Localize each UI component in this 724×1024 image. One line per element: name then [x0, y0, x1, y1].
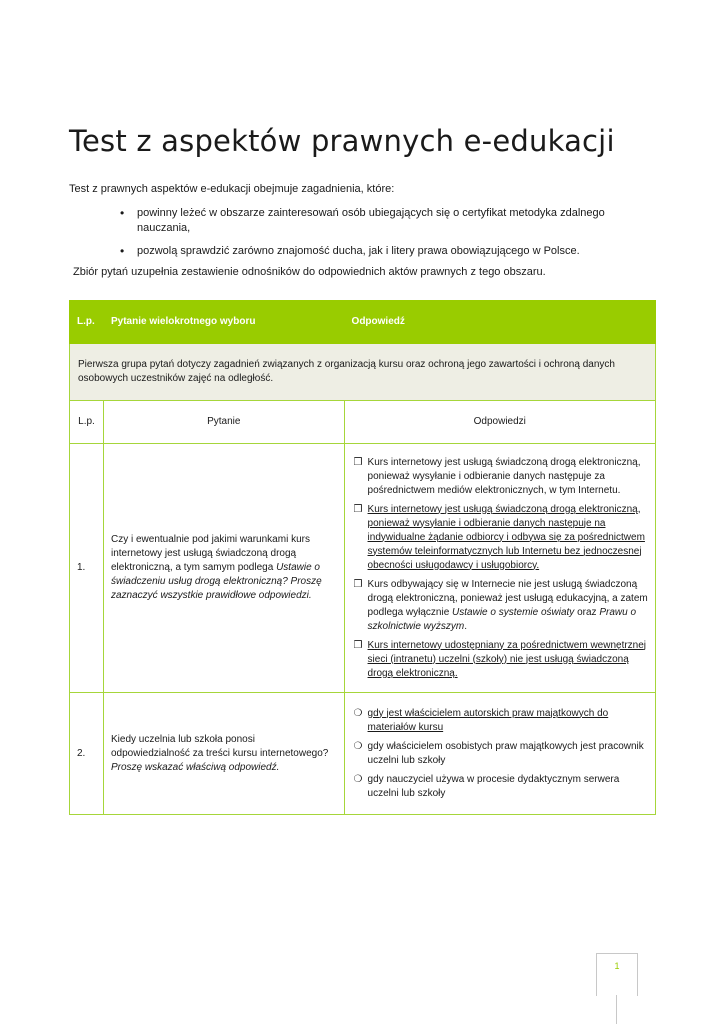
table-header-row: [70, 301, 656, 344]
group-description: Pierwsza grupa pytań dotyczy zagadnień związanych z organizacją kursu oraz ochroną jego zawartości i ochroną danych osobowych uczestników zajęć na odległość.: [70, 344, 656, 401]
question-number: 1.: [70, 444, 104, 693]
table-row: [70, 444, 656, 693]
header-lp: L.p.: [70, 301, 104, 344]
checkbox-icon[interactable]: ❒: [353, 456, 363, 468]
answer-option[interactable]: ❒ Kurs internetowy udostępniany za pośrednictwem wewnętrznej sieci (intranetu) uczelni (szkoły) nie jest usługą świadczoną drogą elektroniczną.: [353, 639, 647, 679]
subheader-answer: Odpowiedzi: [344, 401, 655, 444]
page-number: 1: [614, 961, 620, 971]
answer-option[interactable]: ❍ gdy jest właścicielem autorskich praw majątkowych do materiałów kursu: [353, 707, 609, 733]
subheader-row: [70, 401, 656, 444]
subheader-lp: L.p.: [70, 401, 104, 444]
answer-options: [344, 693, 655, 815]
list-item: • powinny leżeć w obszarze zainteresowań osób ubiegających się o certyfikat metodyka zdalnego nauczania,: [120, 206, 640, 236]
answer-option[interactable]: ❒ Kurs internetowy jest usługą świadczoną drogą elektroniczną, ponieważ wysyłanie i odbieranie danych następuje na indywidualne żądanie odbiorcy i odbywa się za pośrednictwem systemów teleinformatycznych lub Internetu bez jednoczesnej obecności usługodawcy i usługobiorcy.: [353, 503, 645, 571]
subheader-question: Pytanie: [103, 401, 344, 444]
answer-option[interactable]: ❍ gdy nauczyciel używa w procesie dydaktycznym serwera uczelni lub szkoły: [353, 773, 620, 799]
outro-text: Zbiór pytań uzupełnia zestawienie odnośników do odpowiednich aktów prawnych z tego obszaru.: [73, 266, 546, 278]
question-text: Kiedy uczelnia lub szkoła ponosi odpowiedzialność za treści kursu internetowego? Proszę wskazać właściwą odpowiedź.: [103, 693, 344, 815]
page-title: Test z aspektów prawnych e-edukacji: [69, 124, 615, 158]
page-number-box: [596, 953, 638, 996]
topic-list: [120, 206, 640, 267]
answer-option[interactable]: ❍ gdy właścicielem osobistych praw majątkowych jest pracownik uczelni lub szkoły: [353, 740, 644, 766]
checkbox-icon[interactable]: ❒: [353, 578, 363, 590]
question-table: [69, 300, 656, 815]
list-item: • pozwolą sprawdzić zarówno znajomość ducha, jak i litery prawa obowiązującego w Polsce.: [120, 244, 640, 259]
header-answer: Odpowiedź: [344, 301, 655, 344]
answer-option[interactable]: ❒ Kurs odbywający się w Internecie nie jest usługą świadczoną drogą elektroniczną, ponieważ jest usługą edukacyjną, a zatem podlega wyłącznie Ustawie o systemie oświaty oraz Prawu o szkolnictwie wyższym.: [353, 578, 648, 632]
header-question: Pytanie wielokrotnego wyboru: [103, 301, 344, 344]
question-number: 2.: [70, 693, 104, 815]
group-row: [70, 344, 656, 401]
question-text: Czy i ewentualnie pod jakimi warunkami kurs internetowy jest usługą świadczoną drogą elektroniczną, a tym samym podlega Ustawie o świadczeniu usług drogą elektroniczną? Proszę zaznaczyć wszystkie prawidłowe odpowiedzi.: [103, 444, 344, 693]
checkbox-icon[interactable]: ❒: [353, 503, 363, 515]
table-row: [70, 693, 656, 815]
answer-options: [344, 444, 655, 693]
radio-icon[interactable]: ❍: [353, 773, 363, 785]
answer-option[interactable]: ❒ Kurs internetowy jest usługą świadczoną drogą elektroniczną, ponieważ wysyłanie i odbieranie danych następuje za pośrednictwem mediów elektronicznych, w tym Internetu.: [353, 456, 641, 496]
intro-text: Test z prawnych aspektów e-edukacji obejmuje zagadnienia, które:: [69, 183, 395, 195]
footer-divider: [616, 995, 617, 1024]
radio-icon[interactable]: ❍: [353, 740, 363, 752]
radio-icon[interactable]: ❍: [353, 707, 363, 719]
checkbox-icon[interactable]: ❒: [353, 639, 363, 651]
